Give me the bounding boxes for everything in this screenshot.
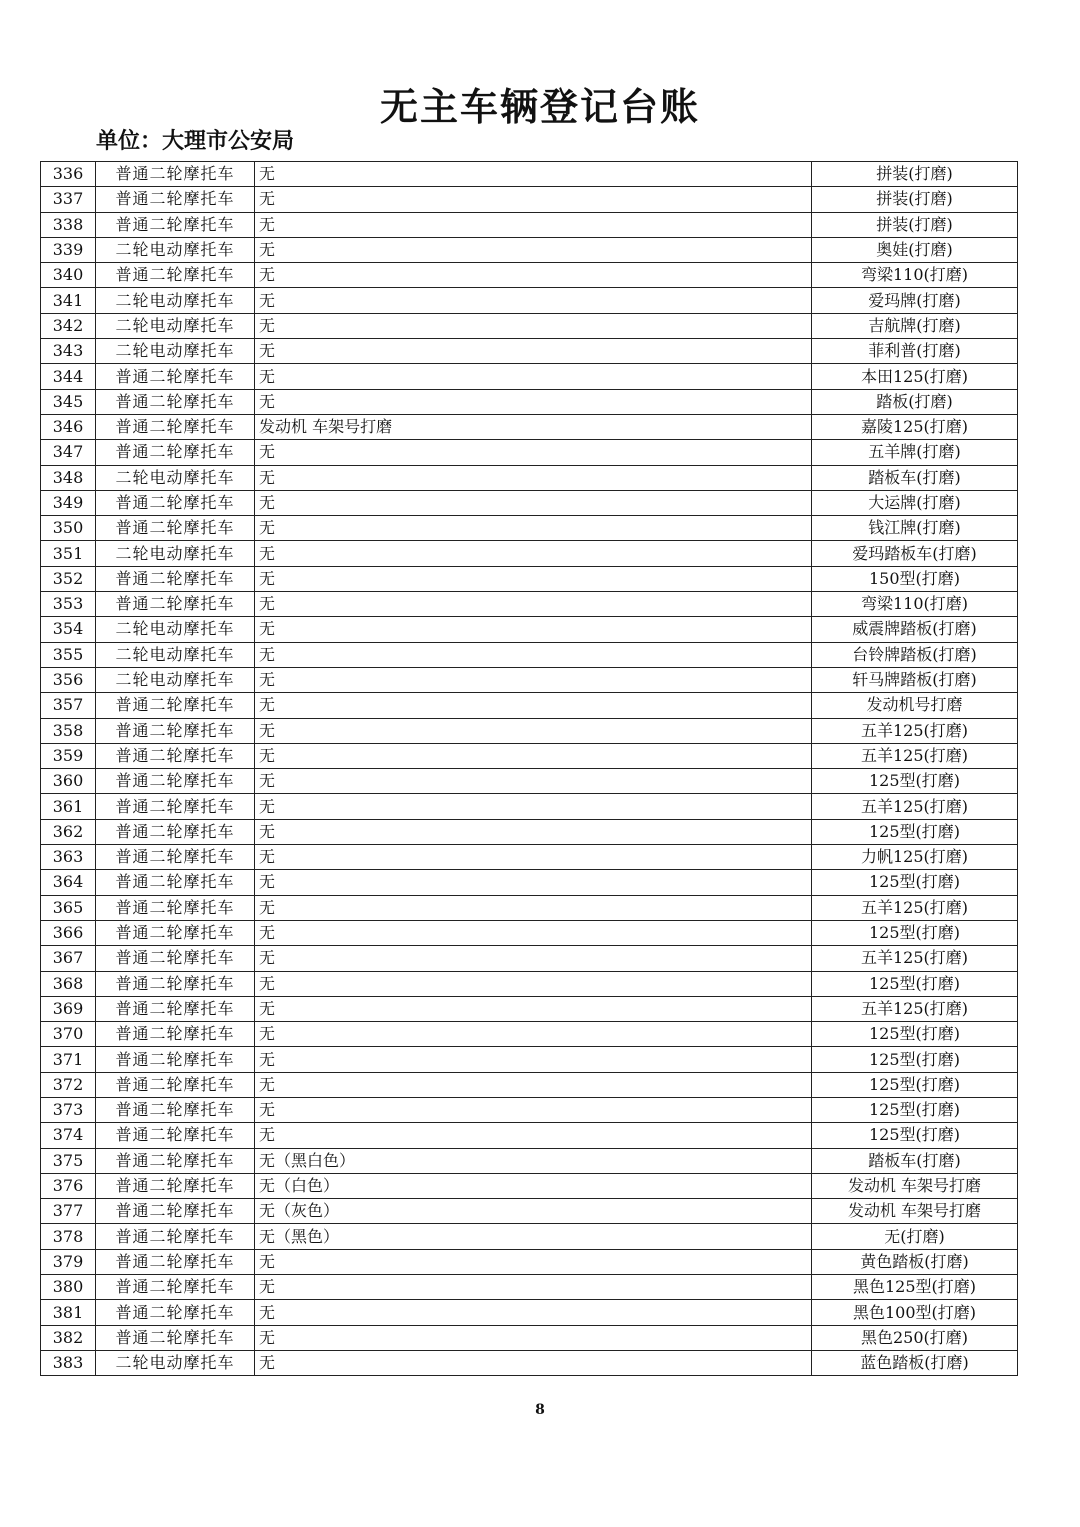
plate-number-cell: 无 (255, 1123, 812, 1148)
brand-model-cell: 踏板(打磨) (812, 389, 1018, 414)
table-row (41, 1199, 1018, 1224)
table-row (41, 996, 1018, 1021)
row-number-cell: 337 (41, 187, 96, 212)
plate-number-cell: 无 (255, 1072, 812, 1097)
table-row (41, 693, 1018, 718)
brand-model-cell: 踏板车(打磨) (812, 465, 1018, 490)
brand-model-cell: 125型(打磨) (812, 971, 1018, 996)
table-row (41, 592, 1018, 617)
table-row (41, 313, 1018, 338)
brand-model-cell: 拼装(打磨) (812, 162, 1018, 187)
brand-model-cell: 五羊牌(打磨) (812, 440, 1018, 465)
brand-model-cell: 五羊125(打磨) (812, 743, 1018, 768)
plate-number-cell: 无 (255, 920, 812, 945)
brand-model-cell: 125型(打磨) (812, 1123, 1018, 1148)
row-number-cell: 346 (41, 414, 96, 439)
plate-number-cell: 无 (255, 237, 812, 262)
vehicle-type-cell: 普通二轮摩托车 (96, 566, 255, 591)
vehicle-type-cell: 普通二轮摩托车 (96, 996, 255, 1021)
brand-model-cell: 黑色125型(打磨) (812, 1275, 1018, 1300)
table-row (41, 1275, 1018, 1300)
brand-model-cell: 黄色踏板(打磨) (812, 1249, 1018, 1274)
brand-model-cell: 吉航牌(打磨) (812, 313, 1018, 338)
plate-number-cell: 无 (255, 996, 812, 1021)
table-row (41, 339, 1018, 364)
table-row (41, 516, 1018, 541)
row-number-cell: 377 (41, 1199, 96, 1224)
table-row (41, 1173, 1018, 1198)
vehicle-type-cell: 普通二轮摩托车 (96, 920, 255, 945)
brand-model-cell: 轩马牌踏板(打磨) (812, 667, 1018, 692)
vehicle-type-cell: 普通二轮摩托车 (96, 187, 255, 212)
row-number-cell: 338 (41, 212, 96, 237)
table-row (41, 414, 1018, 439)
row-number-cell: 365 (41, 895, 96, 920)
table-row (41, 1325, 1018, 1350)
row-number-cell: 353 (41, 592, 96, 617)
table-row (41, 1148, 1018, 1173)
vehicle-type-cell: 普通二轮摩托车 (96, 971, 255, 996)
plate-number-cell: 无 (255, 819, 812, 844)
plate-number-cell: 无 (255, 465, 812, 490)
table-row (41, 1097, 1018, 1122)
brand-model-cell: 奥娃(打磨) (812, 237, 1018, 262)
brand-model-cell: 五羊125(打磨) (812, 946, 1018, 971)
vehicle-type-cell: 二轮电动摩托车 (96, 642, 255, 667)
vehicle-type-cell: 普通二轮摩托车 (96, 212, 255, 237)
vehicle-type-cell: 二轮电动摩托车 (96, 339, 255, 364)
plate-number-cell: 无 (255, 1300, 812, 1325)
brand-model-cell: 爱玛牌(打磨) (812, 288, 1018, 313)
unit-label: 单位：大理市公安局 (96, 128, 295, 154)
row-number-cell: 369 (41, 996, 96, 1021)
document-title: 无主车辆登记台账 (379, 84, 700, 129)
row-number-cell: 373 (41, 1097, 96, 1122)
brand-model-cell: 发动机 车架号打磨 (812, 1199, 1018, 1224)
row-number-cell: 367 (41, 946, 96, 971)
row-number-cell: 382 (41, 1325, 96, 1350)
table-row (41, 946, 1018, 971)
plate-number-cell: 无 (255, 718, 812, 743)
ledger-body (41, 162, 1018, 1376)
table-row (41, 1300, 1018, 1325)
plate-number-cell: 无 (255, 794, 812, 819)
table-row (41, 490, 1018, 515)
vehicle-type-cell: 普通二轮摩托车 (96, 162, 255, 187)
row-number-cell: 343 (41, 339, 96, 364)
vehicle-type-cell: 普通二轮摩托车 (96, 845, 255, 870)
row-number-cell: 371 (41, 1047, 96, 1072)
plate-number-cell: 无 (255, 845, 812, 870)
brand-model-cell: 125型(打磨) (812, 870, 1018, 895)
table-row (41, 1224, 1018, 1249)
row-number-cell: 379 (41, 1249, 96, 1274)
plate-number-cell: 无 (255, 592, 812, 617)
table-row (41, 1022, 1018, 1047)
table-row (41, 465, 1018, 490)
table-row (41, 1249, 1018, 1274)
vehicle-type-cell: 普通二轮摩托车 (96, 490, 255, 515)
brand-model-cell: 台铃牌踏板(打磨) (812, 642, 1018, 667)
table-row (41, 541, 1018, 566)
vehicle-type-cell: 二轮电动摩托车 (96, 237, 255, 262)
table-row (41, 642, 1018, 667)
plate-number-cell: 无 (255, 1022, 812, 1047)
vehicle-type-cell: 普通二轮摩托车 (96, 440, 255, 465)
plate-number-cell: 无 (255, 212, 812, 237)
vehicle-type-cell: 普通二轮摩托车 (96, 743, 255, 768)
plate-number-cell: 无 (255, 516, 812, 541)
vehicle-type-cell: 二轮电动摩托车 (96, 541, 255, 566)
table-row (41, 1072, 1018, 1097)
brand-model-cell: 拼装(打磨) (812, 187, 1018, 212)
vehicle-type-cell: 二轮电动摩托车 (96, 313, 255, 338)
row-number-cell: 383 (41, 1350, 96, 1375)
plate-number-cell: 无 (255, 642, 812, 667)
vehicle-type-cell: 普通二轮摩托车 (96, 389, 255, 414)
table-row (41, 212, 1018, 237)
row-number-cell: 374 (41, 1123, 96, 1148)
table-row (41, 288, 1018, 313)
row-number-cell: 351 (41, 541, 96, 566)
table-row (41, 845, 1018, 870)
row-number-cell: 359 (41, 743, 96, 768)
vehicle-type-cell: 普通二轮摩托车 (96, 1123, 255, 1148)
vehicle-type-cell: 普通二轮摩托车 (96, 1022, 255, 1047)
vehicle-type-cell: 普通二轮摩托车 (96, 1097, 255, 1122)
table-row (41, 617, 1018, 642)
brand-model-cell: 黑色100型(打磨) (812, 1300, 1018, 1325)
brand-model-cell: 菲利普(打磨) (812, 339, 1018, 364)
plate-number-cell: 无 (255, 1047, 812, 1072)
plate-number-cell: 无 (255, 541, 812, 566)
vehicle-type-cell: 普通二轮摩托车 (96, 263, 255, 288)
brand-model-cell: 嘉陵125(打磨) (812, 414, 1018, 439)
plate-number-cell: 无 (255, 617, 812, 642)
brand-model-cell: 爱玛踏板车(打磨) (812, 541, 1018, 566)
vehicle-type-cell: 普通二轮摩托车 (96, 819, 255, 844)
plate-number-cell: 无 (255, 1350, 812, 1375)
vehicle-type-cell: 普通二轮摩托车 (96, 592, 255, 617)
brand-model-cell: 125型(打磨) (812, 1072, 1018, 1097)
vehicle-type-cell: 普通二轮摩托车 (96, 414, 255, 439)
brand-model-cell: 五羊125(打磨) (812, 996, 1018, 1021)
plate-number-cell: 无（灰色） (255, 1199, 812, 1224)
vehicle-type-cell: 普通二轮摩托车 (96, 1047, 255, 1072)
vehicle-type-cell: 普通二轮摩托车 (96, 1148, 255, 1173)
row-number-cell: 381 (41, 1300, 96, 1325)
vehicle-type-cell: 普通二轮摩托车 (96, 1275, 255, 1300)
brand-model-cell: 弯梁110(打磨) (812, 263, 1018, 288)
vehicle-type-cell: 普通二轮摩托车 (96, 1072, 255, 1097)
brand-model-cell: 威震牌踏板(打磨) (812, 617, 1018, 642)
brand-model-cell: 125型(打磨) (812, 769, 1018, 794)
brand-model-cell: 150型(打磨) (812, 566, 1018, 591)
table-row (41, 237, 1018, 262)
brand-model-cell: 五羊125(打磨) (812, 895, 1018, 920)
page-number: 8 (535, 1402, 545, 1418)
plate-number-cell: 无（黑白色） (255, 1148, 812, 1173)
brand-model-cell: 钱江牌(打磨) (812, 516, 1018, 541)
plate-number-cell: 无 (255, 288, 812, 313)
brand-model-cell: 发动机号打磨 (812, 693, 1018, 718)
plate-number-cell: 无 (255, 263, 812, 288)
row-number-cell: 342 (41, 313, 96, 338)
plate-number-cell: 无 (255, 895, 812, 920)
brand-model-cell: 拼装(打磨) (812, 212, 1018, 237)
vehicle-type-cell: 二轮电动摩托车 (96, 1350, 255, 1375)
plate-number-cell: 无 (255, 566, 812, 591)
vehicle-type-cell: 普通二轮摩托车 (96, 769, 255, 794)
brand-model-cell: 大运牌(打磨) (812, 490, 1018, 515)
table-row (41, 1350, 1018, 1375)
row-number-cell: 360 (41, 769, 96, 794)
brand-model-cell: 125型(打磨) (812, 819, 1018, 844)
brand-model-cell: 125型(打磨) (812, 920, 1018, 945)
row-number-cell: 368 (41, 971, 96, 996)
plate-number-cell: 无 (255, 870, 812, 895)
plate-number-cell: 无 (255, 490, 812, 515)
table-row (41, 162, 1018, 187)
table-row (41, 971, 1018, 996)
table-row (41, 718, 1018, 743)
plate-number-cell: 无 (255, 667, 812, 692)
vehicle-type-cell: 二轮电动摩托车 (96, 617, 255, 642)
plate-number-cell: 无 (255, 769, 812, 794)
vehicle-type-cell: 普通二轮摩托车 (96, 516, 255, 541)
table-row (41, 263, 1018, 288)
vehicle-type-cell: 普通二轮摩托车 (96, 895, 255, 920)
plate-number-cell: 发动机 车架号打磨 (255, 414, 812, 439)
vehicle-type-cell: 普通二轮摩托车 (96, 1325, 255, 1350)
row-number-cell: 344 (41, 364, 96, 389)
row-number-cell: 355 (41, 642, 96, 667)
plate-number-cell: 无 (255, 693, 812, 718)
brand-model-cell: 本田125(打磨) (812, 364, 1018, 389)
table-row (41, 440, 1018, 465)
plate-number-cell: 无（白色） (255, 1173, 812, 1198)
row-number-cell: 358 (41, 718, 96, 743)
vehicle-type-cell: 普通二轮摩托车 (96, 693, 255, 718)
vehicle-type-cell: 普通二轮摩托车 (96, 1199, 255, 1224)
row-number-cell: 380 (41, 1275, 96, 1300)
plate-number-cell: 无 (255, 187, 812, 212)
table-row (41, 743, 1018, 768)
row-number-cell: 376 (41, 1173, 96, 1198)
brand-model-cell: 无(打磨) (812, 1224, 1018, 1249)
vehicle-type-cell: 普通二轮摩托车 (96, 794, 255, 819)
brand-model-cell: 五羊125(打磨) (812, 718, 1018, 743)
table-row (41, 819, 1018, 844)
vehicle-type-cell: 普通二轮摩托车 (96, 870, 255, 895)
plate-number-cell: 无 (255, 1325, 812, 1350)
brand-model-cell: 蓝色踏板(打磨) (812, 1350, 1018, 1375)
brand-model-cell: 踏板车(打磨) (812, 1148, 1018, 1173)
row-number-cell: 340 (41, 263, 96, 288)
row-number-cell: 370 (41, 1022, 96, 1047)
vehicle-type-cell: 普通二轮摩托车 (96, 1173, 255, 1198)
table-row (41, 870, 1018, 895)
brand-model-cell: 125型(打磨) (812, 1022, 1018, 1047)
row-number-cell: 345 (41, 389, 96, 414)
vehicle-ledger-table (40, 161, 1018, 1376)
brand-model-cell: 发动机 车架号打磨 (812, 1173, 1018, 1198)
row-number-cell: 364 (41, 870, 96, 895)
row-number-cell: 362 (41, 819, 96, 844)
row-number-cell: 356 (41, 667, 96, 692)
brand-model-cell: 力帆125(打磨) (812, 845, 1018, 870)
table-row (41, 920, 1018, 945)
plate-number-cell: 无 (255, 1249, 812, 1274)
table-row (41, 667, 1018, 692)
table-row (41, 389, 1018, 414)
row-number-cell: 348 (41, 465, 96, 490)
vehicle-type-cell: 普通二轮摩托车 (96, 946, 255, 971)
row-number-cell: 341 (41, 288, 96, 313)
table-row (41, 187, 1018, 212)
table-row (41, 1123, 1018, 1148)
row-number-cell: 336 (41, 162, 96, 187)
table-row (41, 364, 1018, 389)
plate-number-cell: 无 (255, 339, 812, 364)
row-number-cell: 339 (41, 237, 96, 262)
row-number-cell: 361 (41, 794, 96, 819)
table-row (41, 769, 1018, 794)
plate-number-cell: 无 (255, 946, 812, 971)
vehicle-type-cell: 普通二轮摩托车 (96, 1249, 255, 1274)
table-row (41, 1047, 1018, 1072)
brand-model-cell: 125型(打磨) (812, 1097, 1018, 1122)
row-number-cell: 375 (41, 1148, 96, 1173)
brand-model-cell: 125型(打磨) (812, 1047, 1018, 1072)
plate-number-cell: 无 (255, 971, 812, 996)
plate-number-cell: 无 (255, 743, 812, 768)
vehicle-type-cell: 普通二轮摩托车 (96, 1224, 255, 1249)
row-number-cell: 357 (41, 693, 96, 718)
row-number-cell: 354 (41, 617, 96, 642)
plate-number-cell: 无 (255, 1275, 812, 1300)
plate-number-cell: 无 (255, 440, 812, 465)
plate-number-cell: 无 (255, 389, 812, 414)
row-number-cell: 352 (41, 566, 96, 591)
brand-model-cell: 黑色250(打磨) (812, 1325, 1018, 1350)
row-number-cell: 347 (41, 440, 96, 465)
row-number-cell: 366 (41, 920, 96, 945)
table-row (41, 895, 1018, 920)
vehicle-type-cell: 二轮电动摩托车 (96, 288, 255, 313)
row-number-cell: 350 (41, 516, 96, 541)
vehicle-type-cell: 二轮电动摩托车 (96, 667, 255, 692)
brand-model-cell: 五羊125(打磨) (812, 794, 1018, 819)
plate-number-cell: 无（黑色） (255, 1224, 812, 1249)
plate-number-cell: 无 (255, 162, 812, 187)
brand-model-cell: 弯梁110(打磨) (812, 592, 1018, 617)
row-number-cell: 349 (41, 490, 96, 515)
row-number-cell: 363 (41, 845, 96, 870)
vehicle-type-cell: 普通二轮摩托车 (96, 718, 255, 743)
row-number-cell: 378 (41, 1224, 96, 1249)
plate-number-cell: 无 (255, 1097, 812, 1122)
vehicle-type-cell: 普通二轮摩托车 (96, 1300, 255, 1325)
plate-number-cell: 无 (255, 364, 812, 389)
row-number-cell: 372 (41, 1072, 96, 1097)
plate-number-cell: 无 (255, 313, 812, 338)
table-row (41, 566, 1018, 591)
table-row (41, 794, 1018, 819)
vehicle-type-cell: 二轮电动摩托车 (96, 465, 255, 490)
vehicle-type-cell: 普通二轮摩托车 (96, 364, 255, 389)
